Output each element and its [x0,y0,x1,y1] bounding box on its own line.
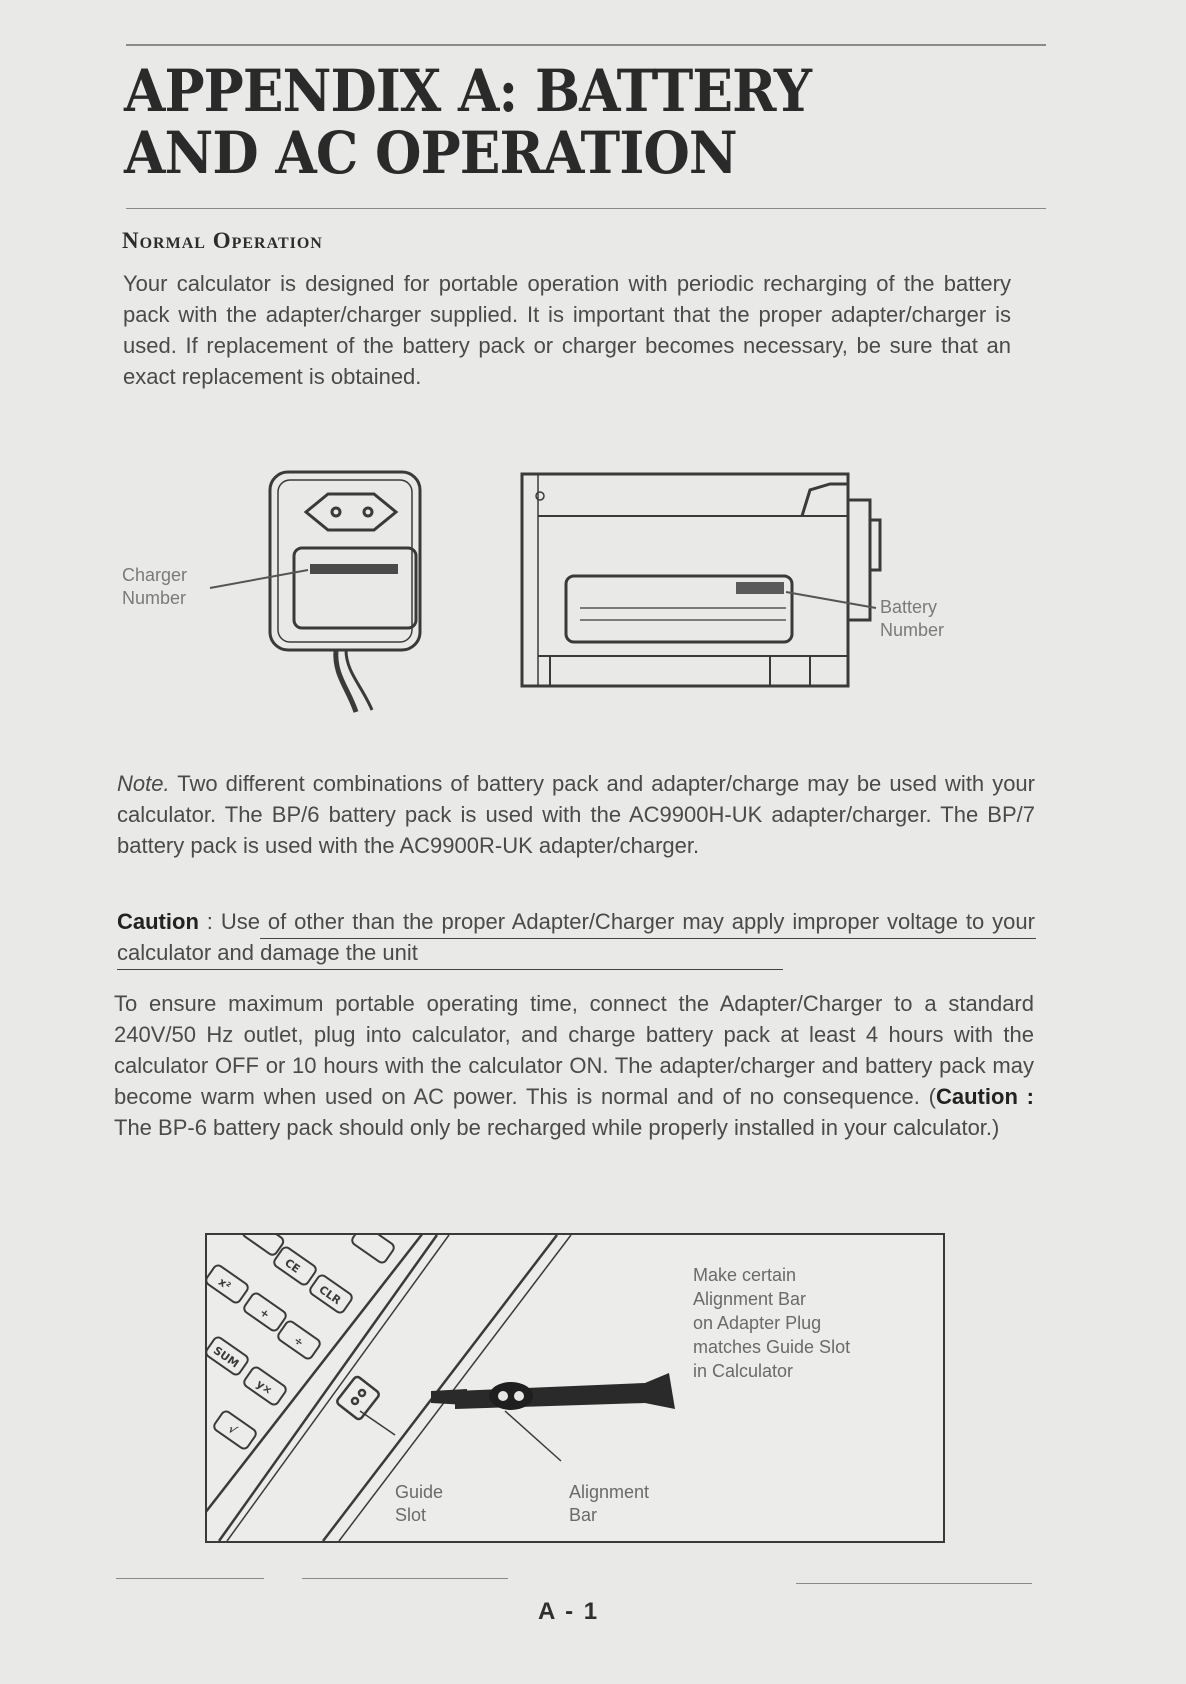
key-yx: y× [253,1377,275,1398]
battery-number-label: Battery Number [880,597,945,640]
normal-operation-paragraph: Your calculator is designed for portable operation with periodic recharging of the battery pack with the adapter/charger supplied. It is important that the proper adapter/charger is used. If replacement of the battery pack or charger becomes necessary, be sure that an exact replacement is obtained. [123,271,1011,389]
section-heading-normal-operation: Normal Operation [122,228,323,253]
caution-underline-2 [117,969,783,970]
key-divide: ÷ [291,1333,307,1350]
caution-underline [260,938,1036,939]
key-ce: CE [282,1256,303,1276]
caution-paragraph [117,906,1035,968]
charger-illustration [110,460,990,720]
key-clr: CLR [316,1283,344,1308]
charging-paragraph [114,988,1034,1143]
charger-number-label: Charger Number [122,565,188,608]
footer-rule-left [116,1578,264,1579]
key-sum: SUM [210,1343,242,1371]
footer-rule-middle [302,1578,508,1579]
note-text: Two different combinations of battery pack and adapter/charge may be used with your calculator. The BP/6 battery pack is used with the AC9900H-UK adapter/charger. The BP/7 battery pack is used with the AC9900R-UK adapter/charger. [117,771,1035,858]
plug-alignment-figure [205,1233,945,1543]
battery-number-plate [736,582,784,594]
key-sqrt: √ [225,1422,239,1438]
key-plus: + [257,1305,273,1322]
title-line-2: AND AC OPERATION [124,119,737,187]
note-label: Note. [117,771,170,796]
caution-label: Caution [117,909,199,934]
top-rule [126,44,1046,46]
note-paragraph [117,768,1035,861]
title-rule [126,208,1046,209]
charger-battery-figure [110,460,990,720]
page-title [124,57,812,187]
page-number: A - 1 [538,1598,600,1625]
caution-text: Use of other than the proper Adapter/Charger may apply improper voltage to your calculator and damage the unit [117,909,1035,965]
battery-illustration [522,474,880,686]
key-x-squared: x² [215,1275,234,1293]
caution-separator: : [198,909,221,934]
title-line-1: APPENDIX A: BATTERY [124,57,812,125]
guide-slot-label: Guide Slot [395,1482,444,1525]
make-certain-note: Make certain Alignment Bar on Adapter Plug matches Guide Slot in Calculator [693,1265,851,1381]
charger-number-plate [310,564,398,574]
alignment-bar-label: Alignment Bar [569,1482,650,1525]
charging-text: To ensure maximum portable operating time, connect the Adapter/Charger to a standard 240V/50 Hz outlet, plug into calculator, and charge battery pack at least 4 hours with the calculator OFF or 10 hours with the calculator ON. The adapter/charger and battery pack may become warm when used on AC power. This is normal and of no consequence. ( [114,991,1034,1109]
charging-caution-text: The BP-6 battery pack should only be recharged while properly installed in your calculator.) [114,1115,1000,1140]
footer-rule-right [796,1583,1032,1584]
charging-caution-label: Caution : [936,1084,1034,1109]
